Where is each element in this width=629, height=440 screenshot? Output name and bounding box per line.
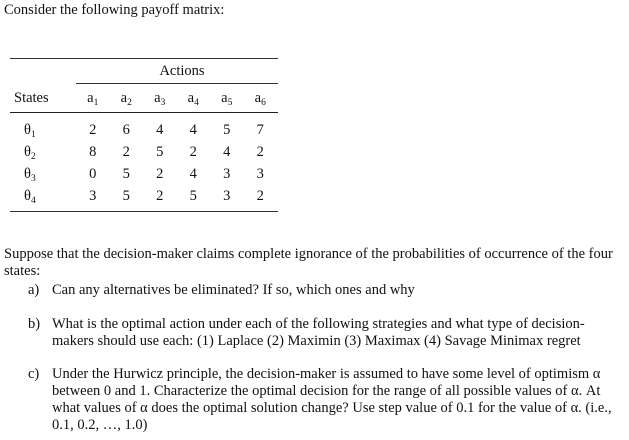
payoff-cell: 8 [89,144,97,160]
question-label: b) [28,316,41,332]
payoff-cell: 4 [156,122,164,138]
actions-heading: Actions [159,63,205,79]
question-text: Under the Hurwicz principle, the decision-maker is assumed to have some level of optimism α between 0 and 1. Characterize the optimal decision for the range of all possible values of α. At what values of α does the optimal solution change? Use step value of 0.1 for the value of α. (i.e., 0.1, 0.2, …, 1.0) [52,366,612,433]
state-subscript: 3 [30,174,36,184]
payoff-cell: 5 [122,166,130,182]
payoff-cell: 2 [256,188,264,204]
state-subscript: 4 [30,196,36,206]
table-body [10,113,278,211]
action-subscript: 5 [227,98,233,108]
payoff-cell: 5 [122,188,130,204]
payoff-cell: 5 [189,188,197,204]
states-heading: States [14,90,49,106]
question-b [28,316,624,350]
action-subscript: 1 [93,98,99,108]
state-label [10,141,76,163]
action-header [76,84,110,112]
action-subscript: 6 [261,98,266,108]
payoff-cell: 5 [156,144,164,160]
question-label: a) [28,282,40,298]
action-symbol: a [87,90,94,106]
payoff-cell: 2 [256,144,264,160]
action-header [244,84,278,112]
state-subscript: 1 [30,130,36,140]
payoff-cell: 2 [156,188,164,204]
action-header [110,84,144,112]
payoff-cell: 2 [156,166,164,182]
table-row [10,185,278,207]
action-header [210,84,244,112]
payoff-cell: 0 [89,166,97,182]
action-symbol: a [120,90,128,106]
question-label: c) [28,366,40,382]
action-header [177,84,211,112]
question-c [28,366,624,434]
state-label [10,163,76,185]
table-row [10,141,278,163]
header-row [10,84,278,112]
action-header [143,84,177,112]
table-row [10,119,278,141]
payoff-cell: 3 [89,188,97,204]
state-subscript: 2 [30,152,36,162]
table-row [10,163,278,185]
payoff-cell: 3 [256,166,264,182]
state-symbol: θ [24,166,31,182]
intro-text: Consider the following payoff matrix: [4,2,225,18]
payoff-cell: 2 [122,144,130,160]
action-subscript: 4 [194,98,199,108]
action-symbol: a [187,90,195,106]
state-symbol: θ [24,144,31,160]
payoff-cell: 4 [223,144,231,160]
action-subscript: 3 [160,98,166,108]
payoff-cell: 6 [122,122,130,138]
payoff-cell: 2 [189,144,197,160]
action-symbol: a [221,90,228,106]
state-symbol: θ [24,122,31,138]
action-symbol: a [154,90,161,106]
payoff-cell: 4 [189,166,197,182]
question-a [28,282,624,299]
state-label [10,119,76,141]
payoff-cell: 3 [223,188,231,204]
table-bottom-rule [10,211,278,212]
payoff-cell: 3 [223,166,231,182]
question-text: Can any alternatives be eliminated? If so, which ones and why [52,282,415,298]
payoff-cell: 5 [223,122,231,138]
action-symbol: a [254,90,262,106]
payoff-cell: 2 [89,122,97,138]
state-symbol: θ [24,188,31,204]
question-text: What is the optimal action under each of the following strategies and what type of decision-makers should use each: (1) Laplace (2) Maximin (3) Maximax (4) Savage Minimax regret [52,316,585,349]
payoff-cell: 7 [256,122,264,138]
payoff-matrix [10,58,278,212]
ignorance-paragraph: Suppose that the decision-maker claims complete ignorance of the probabilities of occurrence of the four states: [4,246,613,279]
state-label [10,185,76,207]
payoff-cell: 4 [189,122,197,138]
action-subscript: 2 [127,98,132,108]
